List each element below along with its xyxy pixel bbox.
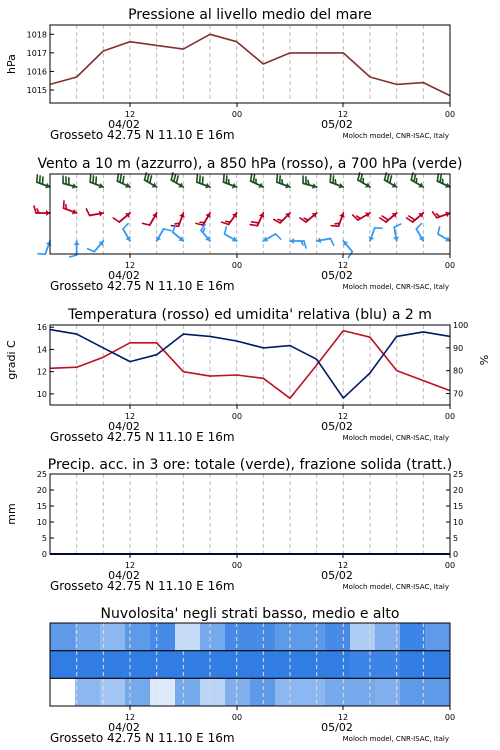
wind-barb-feather bbox=[330, 175, 331, 182]
wind-barb bbox=[380, 213, 397, 222]
pressure-xtick-label: 00 bbox=[444, 110, 456, 119]
wind-site-text: Grosseto 42.75 N 11.10 E 16m bbox=[50, 279, 235, 293]
wind-barb bbox=[263, 234, 280, 242]
cloud-cell bbox=[125, 651, 151, 679]
wind-barb bbox=[156, 229, 171, 241]
wind-title: Vento a 10 m (azzurro), a 850 hPa (rosso), a 700 hPa (verde) bbox=[37, 156, 463, 172]
precipitation-xtick-label: 12 bbox=[124, 561, 136, 570]
pressure-xtick-label: 00 bbox=[231, 110, 243, 119]
temperature-ylabel: gradi C bbox=[5, 340, 18, 380]
cloud-cell bbox=[325, 651, 351, 679]
wind-barb bbox=[317, 237, 334, 245]
wind-barb bbox=[171, 213, 185, 226]
wind-barb bbox=[64, 201, 77, 215]
cloud-cell bbox=[400, 651, 426, 679]
wind-barb bbox=[70, 241, 80, 257]
cloudiness-xtick-label: 00 bbox=[444, 713, 456, 722]
wind-frame bbox=[50, 174, 450, 254]
wind-barb-feather bbox=[113, 218, 119, 222]
wind-barb-feather bbox=[70, 255, 77, 257]
cloudiness-xtick-label: 12 bbox=[337, 713, 349, 722]
cloud-cell bbox=[175, 623, 201, 651]
wind-barb-feather bbox=[174, 174, 176, 181]
wind-barb-feather bbox=[120, 175, 121, 182]
temperature-ytick-label: 14 bbox=[36, 345, 47, 355]
wind-barb-feather bbox=[86, 209, 89, 216]
pressure-ytick-label: 1017 bbox=[26, 48, 47, 58]
wind-barb-feather bbox=[275, 234, 280, 239]
cloudiness-date-label: 05/02 bbox=[321, 721, 353, 734]
cloud-cell bbox=[400, 623, 426, 651]
wind-barb bbox=[277, 175, 290, 189]
wind-panel bbox=[34, 156, 463, 293]
wind-barb bbox=[330, 175, 343, 189]
wind-barb-feather bbox=[437, 174, 438, 181]
wind-barb-feather bbox=[335, 223, 339, 224]
humidity-ytick-right-label: 80 bbox=[453, 366, 464, 376]
precipitation-ytick-right-label: 5 bbox=[453, 534, 459, 543]
wind-barb-feather bbox=[440, 175, 441, 182]
wind-barb-feather bbox=[90, 175, 91, 182]
precipitation-xtick-label: 00 bbox=[231, 561, 243, 570]
wind-barb bbox=[143, 213, 158, 225]
cloud-cell bbox=[175, 651, 201, 679]
cloudiness-xtick-label: 12 bbox=[124, 713, 136, 722]
cloud-cell bbox=[225, 678, 251, 706]
wind-barb bbox=[34, 206, 50, 216]
pressure-ytick-label: 1018 bbox=[26, 30, 47, 40]
cloud-cell bbox=[300, 623, 326, 651]
wind-barb-feather bbox=[330, 239, 333, 246]
cloudiness-panel bbox=[50, 606, 455, 745]
pressure-date-label: 04/02 bbox=[108, 118, 140, 131]
wind-barb-feather bbox=[202, 177, 203, 184]
wind-barb-feather bbox=[394, 224, 401, 227]
wind-barb-feather bbox=[123, 224, 128, 229]
humidity-ytick-right-label: 90 bbox=[453, 343, 464, 353]
wind-barb bbox=[416, 224, 424, 241]
wind-barb bbox=[173, 225, 184, 241]
wind-barb-feather bbox=[251, 222, 258, 223]
cloud-cell bbox=[350, 678, 376, 706]
precipitation-ytick-right-label: 25 bbox=[453, 470, 464, 479]
wind-xtick-label: 12 bbox=[124, 261, 136, 270]
temperature-xtick-label: 00 bbox=[444, 412, 456, 421]
wind-barb-head bbox=[393, 237, 399, 241]
pressure-line bbox=[50, 34, 450, 95]
wind-credit: Moloch model, CNR-ISAC, Italy bbox=[342, 283, 449, 291]
wind-barb-feather bbox=[225, 227, 227, 234]
wind-barb bbox=[197, 175, 210, 189]
wind-barb-feather bbox=[117, 174, 118, 181]
wind-barb-feather bbox=[147, 174, 149, 181]
cloud-cell bbox=[325, 678, 351, 706]
temperature-humidity-title: Temperatura (rosso) ed umidita' relativa (blu) a 2 m bbox=[68, 307, 432, 323]
cloud-cell bbox=[400, 678, 426, 706]
pressure-xtick-label: 12 bbox=[124, 110, 136, 119]
wind-barb bbox=[225, 227, 237, 242]
cloud-cell bbox=[350, 651, 376, 679]
wind-barb-head bbox=[99, 211, 103, 217]
wind-barb bbox=[123, 224, 131, 241]
temperature-site-text: Grosseto 42.75 N 11.10 E 16m bbox=[50, 430, 235, 444]
wind-barb-feather bbox=[278, 219, 282, 220]
wind-xtick-label: 12 bbox=[337, 261, 349, 270]
cloudiness-date-label: 04/02 bbox=[108, 721, 140, 734]
wind-barb-feather bbox=[93, 176, 94, 183]
wind-barb-feather bbox=[348, 252, 352, 258]
precipitation-ytick-right-label: 15 bbox=[453, 502, 464, 511]
wind-barb bbox=[171, 173, 183, 188]
wind-barb-feather bbox=[37, 175, 38, 182]
wind-barb bbox=[222, 213, 237, 224]
pressure-ylabel: hPa bbox=[5, 54, 18, 74]
wind-xtick-label: 00 bbox=[444, 261, 456, 270]
precipitation-ytick-label: 25 bbox=[36, 470, 47, 479]
humidity-ylabel: % bbox=[478, 354, 491, 366]
wind-barb bbox=[358, 173, 370, 188]
wind-barb-feather bbox=[176, 176, 178, 183]
cloud-cell bbox=[225, 623, 251, 651]
wind-barb-feather bbox=[175, 223, 179, 224]
pressure-credit: Moloch model, CNR-ISAC, Italy bbox=[342, 132, 449, 140]
precipitation-ytick-label: 0 bbox=[41, 550, 47, 559]
pressure-panel bbox=[5, 7, 455, 142]
wind-barb-feather bbox=[222, 222, 229, 224]
wind-barb-feather bbox=[414, 174, 416, 181]
temperature-credit: Moloch model, CNR-ISAC, Italy bbox=[342, 434, 449, 442]
cloud-cell bbox=[150, 623, 176, 651]
cloud-cell bbox=[200, 678, 226, 706]
wind-barb bbox=[303, 176, 317, 189]
cloud-cell bbox=[50, 651, 76, 679]
temperature-ytick-label: 16 bbox=[36, 323, 47, 333]
wind-barb-feather bbox=[34, 206, 36, 213]
wind-barb bbox=[250, 213, 264, 226]
wind-date-label: 04/02 bbox=[108, 269, 140, 282]
wind-barb bbox=[117, 174, 130, 188]
wind-barb bbox=[353, 212, 370, 220]
wind-barb-feather bbox=[416, 224, 421, 229]
wind-barb-feather bbox=[40, 176, 41, 183]
wind-barb bbox=[145, 173, 157, 188]
cloud-cell bbox=[200, 651, 226, 679]
wind-barb bbox=[90, 175, 103, 189]
wind-barb-feather bbox=[277, 175, 278, 182]
wind-barb-feather bbox=[143, 223, 150, 225]
wind-barb-feather bbox=[226, 176, 227, 183]
cloud-cell bbox=[300, 678, 326, 706]
wind-barb-feather bbox=[66, 205, 67, 209]
precipitation-xtick-label: 00 bbox=[444, 561, 456, 570]
wind-barb bbox=[37, 175, 50, 189]
wind-barb-feather bbox=[229, 180, 230, 184]
wind-barb-feather bbox=[390, 176, 392, 183]
cloud-cell bbox=[425, 651, 451, 679]
precipitation-date-label: 04/02 bbox=[108, 569, 140, 582]
wind-barb-feather bbox=[304, 218, 308, 220]
cloud-cell bbox=[175, 678, 201, 706]
wind-barb bbox=[407, 213, 424, 222]
wind-barb bbox=[88, 241, 104, 252]
humidity-ytick-right-label: 100 bbox=[453, 321, 469, 330]
temperature-humidity-panel bbox=[5, 307, 491, 444]
temperature-date-label: 04/02 bbox=[108, 420, 140, 433]
cloudiness-site-text: Grosseto 42.75 N 11.10 E 16m bbox=[50, 731, 235, 745]
cloudiness-credit: Moloch model, CNR-ISAC, Italy bbox=[342, 735, 449, 743]
wind-barb bbox=[86, 209, 103, 217]
wind-barb bbox=[369, 228, 383, 241]
wind-barb-feather bbox=[253, 175, 254, 182]
temperature-line bbox=[50, 331, 450, 399]
wind-barb-feather bbox=[333, 176, 334, 183]
pressure-site-text: Grosseto 42.75 N 11.10 E 16m bbox=[50, 128, 235, 142]
wind-barb-feather bbox=[197, 175, 198, 182]
wind-barb-feather bbox=[251, 174, 252, 181]
precipitation-ytick-label: 10 bbox=[36, 518, 47, 527]
wind-date-label: 05/02 bbox=[321, 269, 353, 282]
wind-barb-head bbox=[290, 238, 294, 244]
humidity-line bbox=[50, 330, 450, 399]
wind-barb-feather bbox=[304, 241, 306, 248]
precipitation-title: Precip. acc. in 3 ore: totale (verde), frazione solida (tratt.) bbox=[47, 457, 453, 473]
wind-barb bbox=[433, 212, 450, 218]
wind-barb-feather bbox=[436, 214, 439, 217]
precipitation-ytick-right-label: 20 bbox=[453, 486, 464, 495]
temperature-xtick-label: 12 bbox=[337, 412, 349, 421]
cloud-cell bbox=[250, 651, 276, 679]
cloud-cell bbox=[300, 651, 326, 679]
pressure-frame bbox=[50, 25, 450, 103]
wind-barb bbox=[331, 213, 345, 226]
pressure-ytick-label: 1015 bbox=[26, 86, 47, 95]
wind-barb-feather bbox=[308, 181, 309, 185]
cloud-cell bbox=[150, 678, 176, 706]
cloud-cell bbox=[125, 623, 151, 651]
wind-barb bbox=[300, 213, 317, 222]
wind-barb bbox=[201, 224, 210, 241]
temperature-xtick-label: 00 bbox=[231, 412, 243, 421]
wind-barb-feather bbox=[387, 174, 389, 181]
wind-barb-feather bbox=[196, 223, 203, 225]
wind-barb-feather bbox=[38, 254, 45, 255]
wind-barb bbox=[290, 238, 306, 248]
precipitation-panel bbox=[5, 457, 463, 593]
precipitation-ytick-label: 20 bbox=[36, 486, 47, 495]
cloud-cell bbox=[250, 678, 276, 706]
wind-barb-head bbox=[317, 237, 321, 243]
precipitation-xtick-label: 12 bbox=[337, 561, 349, 570]
cloud-cell bbox=[75, 651, 101, 679]
wind-barb-feather bbox=[282, 180, 283, 184]
cloud-cell bbox=[75, 678, 101, 706]
precipitation-ytick-label: 15 bbox=[36, 502, 47, 511]
precipitation-credit: Moloch model, CNR-ISAC, Italy bbox=[342, 583, 449, 591]
wind-barb-feather bbox=[357, 216, 361, 218]
wind-barb bbox=[274, 213, 290, 223]
wind-barb-feather bbox=[64, 201, 65, 208]
cloud-cell bbox=[275, 678, 301, 706]
precipitation-frame bbox=[50, 474, 450, 554]
cloud-cell bbox=[150, 651, 176, 679]
cloud-cell bbox=[425, 678, 451, 706]
wind-barb bbox=[38, 241, 52, 254]
wind-barb-feather bbox=[331, 226, 338, 227]
wind-barb-feather bbox=[360, 174, 362, 181]
temperature-xtick-label: 12 bbox=[124, 412, 136, 421]
wind-barb-feather bbox=[203, 228, 205, 232]
cloud-cell bbox=[350, 623, 376, 651]
wind-barb-feather bbox=[375, 228, 382, 229]
wind-barb bbox=[437, 174, 450, 188]
wind-barb-feather bbox=[280, 176, 281, 183]
pressure-title: Pressione al livello medio del mare bbox=[128, 7, 372, 23]
temperature-ytick-label: 12 bbox=[36, 367, 47, 377]
wind-barb-head bbox=[46, 210, 50, 216]
wind-barb-head bbox=[74, 241, 80, 245]
cloud-cell bbox=[125, 678, 151, 706]
humidity-ytick-right-label: 70 bbox=[453, 389, 464, 399]
wind-barb-feather bbox=[150, 176, 152, 183]
wind-barb-feather bbox=[224, 175, 225, 182]
precipitation-ytick-right-label: 10 bbox=[453, 518, 464, 527]
wind-barb bbox=[438, 227, 450, 242]
wind-barb bbox=[224, 175, 237, 189]
cloudiness-title: Nuvolosita' negli strati basso, medio e alto bbox=[100, 606, 400, 622]
wind-barb bbox=[343, 241, 352, 258]
wind-barb-feather bbox=[200, 176, 201, 183]
wind-barb-feather bbox=[96, 177, 97, 184]
temperature-frame bbox=[50, 325, 450, 405]
wind-barb-feather bbox=[164, 229, 171, 231]
temperature-date-label: 05/02 bbox=[321, 420, 353, 433]
cloud-cell bbox=[75, 623, 101, 651]
precipitation-site-text: Grosseto 42.75 N 11.10 E 16m bbox=[50, 579, 235, 593]
cloud-cell bbox=[275, 651, 301, 679]
wind-xtick-label: 00 bbox=[231, 261, 243, 270]
wind-barb-feather bbox=[88, 249, 95, 252]
wind-barb-feather bbox=[250, 225, 257, 226]
precipitation-ytick-right-label: 0 bbox=[453, 550, 459, 559]
cloud-cell bbox=[250, 623, 276, 651]
precipitation-ytick-label: 5 bbox=[41, 534, 47, 543]
cloudiness-xtick-label: 00 bbox=[231, 713, 243, 722]
pressure-date-label: 05/02 bbox=[321, 118, 353, 131]
wind-barb bbox=[196, 213, 211, 225]
pressure-ytick-label: 1016 bbox=[26, 67, 47, 77]
wind-barb-feather bbox=[335, 180, 336, 184]
precipitation-date-label: 05/02 bbox=[321, 569, 353, 582]
cloud-cell bbox=[325, 623, 351, 651]
wind-barb bbox=[113, 213, 130, 222]
wind-barb bbox=[63, 176, 77, 189]
cloud-cell bbox=[275, 623, 301, 651]
wind-barb-feather bbox=[226, 221, 230, 222]
cloud-cell bbox=[50, 678, 76, 706]
cloud-cell bbox=[50, 623, 76, 651]
cloud-cell bbox=[225, 651, 251, 679]
cloud-cell bbox=[200, 623, 226, 651]
wind-barb-feather bbox=[438, 227, 440, 234]
wind-barb bbox=[411, 173, 423, 188]
cloud-cell bbox=[425, 623, 451, 651]
temperature-ytick-label: 10 bbox=[36, 389, 47, 399]
wind-barb-feather bbox=[123, 176, 124, 183]
wind-barb-feather bbox=[42, 177, 43, 184]
precipitation-ylabel: mm bbox=[5, 503, 18, 525]
pressure-xtick-label: 12 bbox=[337, 110, 349, 119]
wind-barb-feather bbox=[433, 212, 437, 218]
wind-barb bbox=[251, 174, 264, 188]
wind-barb bbox=[385, 173, 397, 188]
